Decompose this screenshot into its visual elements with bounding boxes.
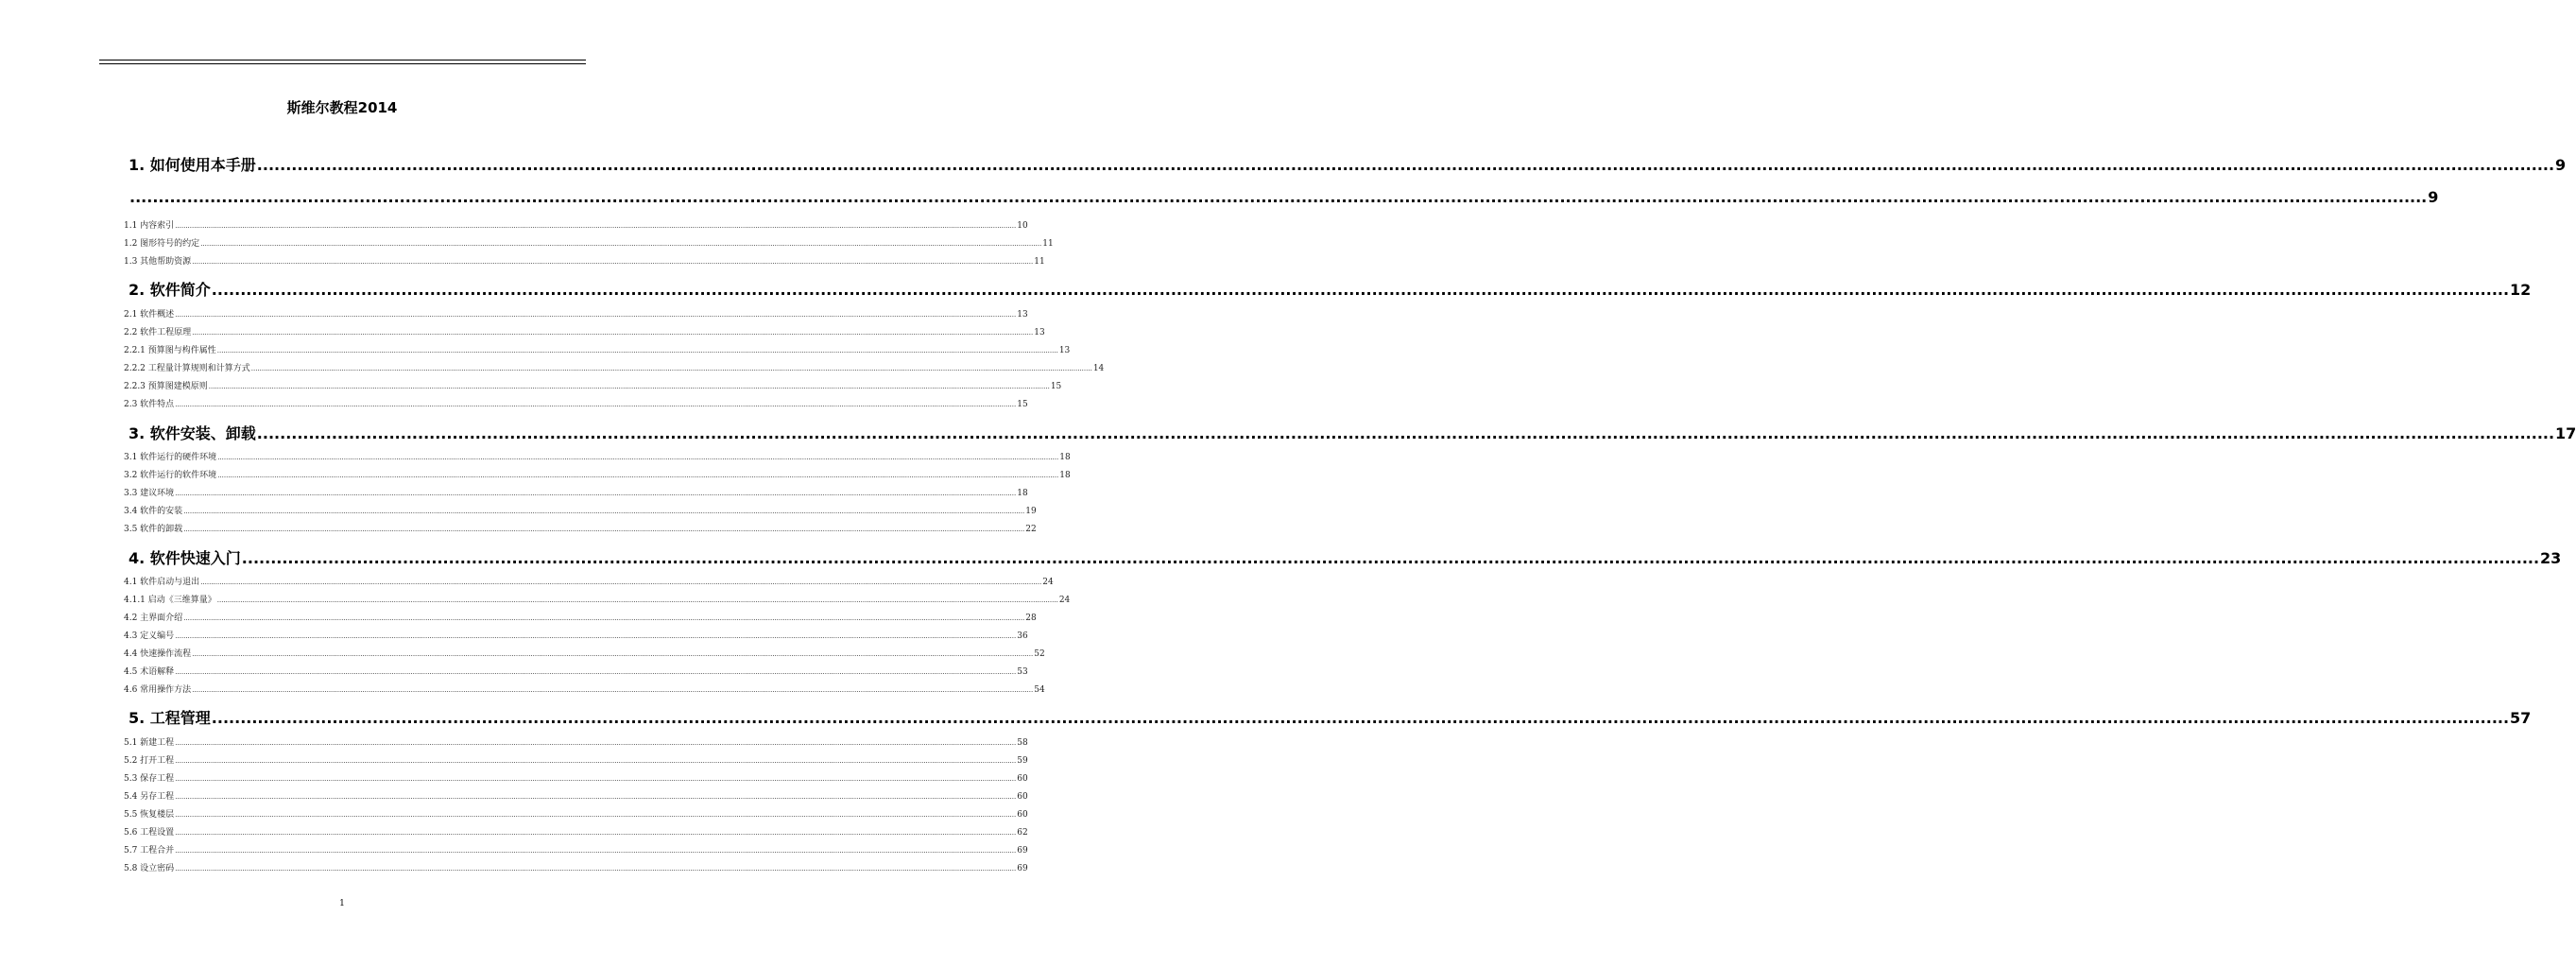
toc-dot-leader: ................................................................................................................................................................................................................................................................................................................................................................................................................ <box>183 508 1025 515</box>
toc-entry-page: 15 <box>1017 400 1028 409</box>
toc-chapter-entry[interactable] <box>124 546 2562 567</box>
toc-entry-label: 3. 软件安装、卸载 <box>129 424 256 442</box>
toc-dot-leader: ................................................................................................................................................................................................................................................................................................................................................................................................................ <box>217 454 1059 461</box>
toc-entry-page: 28 <box>1025 614 1037 623</box>
toc-entry-label: 4.6 常用操作方法 <box>124 685 192 695</box>
toc-entry-page: 13 <box>1017 310 1028 320</box>
toc-section-entry[interactable] <box>124 825 1028 838</box>
toc-entry-page: 14 <box>1092 364 1105 373</box>
toc-section-entry[interactable] <box>124 593 1071 605</box>
toc-entry-page: 24 <box>1058 596 1071 605</box>
toc-entry-page: 11 <box>1034 257 1045 267</box>
toc-entry-label: 4.4 快速操作流程 <box>124 649 192 659</box>
toc-section-entry[interactable] <box>124 611 1037 623</box>
toc-entry-page: 13 <box>1058 346 1071 355</box>
toc-dot-leader: ................................................................................................................................................................................................................................................................................................................................................................................................................ <box>217 472 1059 479</box>
document-title: 斯维尔教程2014 <box>286 99 398 116</box>
toc-entry-label: 5. 工程管理 <box>129 709 211 727</box>
toc-dot-leader: ................................................................................................................................................................................................................................................................................................................................................................................................................ <box>256 156 2555 174</box>
toc-dot-leader: ................................................................................................................................................................................................................................................................................................................................................................................................................ <box>192 650 1034 658</box>
toc-entry-label: 2.2.2 工程量计算规则和计算方式 <box>124 364 250 373</box>
toc-entry-label: 3.2 软件运行的软件环境 <box>124 471 217 480</box>
toc-section-entry[interactable] <box>124 843 1028 856</box>
header-rule-bottom <box>99 63 586 64</box>
toc-section-entry[interactable] <box>124 683 1045 695</box>
toc-dot-leader: ................................................................................................................................................................................................................................................................................................................................................................................................................ <box>241 549 2540 567</box>
toc-section-entry[interactable] <box>124 325 1045 337</box>
toc-entry-label: 1. 如何使用本手册 <box>129 156 256 174</box>
toc-section-entry[interactable] <box>124 254 1045 267</box>
toc-entry-label: 1.1 内容索引 <box>124 221 175 231</box>
toc-entry-label: 2.3 软件特点 <box>124 400 175 409</box>
toc-entry-label: 1.2 图形符号的约定 <box>124 239 200 249</box>
toc-entry-page: 23 <box>2540 549 2562 567</box>
toc-section-entry[interactable] <box>124 629 1028 641</box>
toc-section-entry[interactable] <box>124 361 1105 373</box>
page-number: 1 <box>339 899 345 908</box>
toc-entry-page: 9 <box>2428 188 2439 206</box>
toc-dot-leader: ................................................................................................................................................................................................................................................................................................................................................................................................................ <box>175 311 1017 319</box>
toc-entry-page: 12 <box>2510 281 2532 299</box>
toc-section-entry[interactable] <box>124 861 1028 873</box>
toc-section-entry[interactable] <box>124 575 1054 587</box>
toc-section-entry[interactable] <box>124 735 1028 748</box>
toc-entry-label: 5.5 恢复楼层 <box>124 810 175 820</box>
toc-dot-leader: ................................................................................................................................................................................................................................................................................................................................................................................................................ <box>175 757 1017 765</box>
toc-entry-page: 13 <box>1034 328 1045 337</box>
toc-dot-leader: ................................................................................................................................................................................................................................................................................................................................................................................................................ <box>175 847 1017 855</box>
toc-chapter-entry[interactable] <box>124 153 2567 174</box>
toc-dot-leader: ................................................................................................................................................................................................................................................................................................................................................................................................................ <box>175 632 1017 640</box>
toc-chapter-entry[interactable] <box>124 706 2532 727</box>
toc-entry-page: 59 <box>1017 756 1028 766</box>
toc-entry-page: 58 <box>1017 738 1028 748</box>
toc-entry-page: 11 <box>1042 239 1054 249</box>
toc-entry-label: 5.2 打开工程 <box>124 756 175 766</box>
toc-entry-label: 3.3 建议环境 <box>124 489 175 498</box>
toc-dot-leader: ................................................................................................................................................................................................................................................................................................................................................................................................................ <box>175 401 1017 408</box>
toc-dot-leader: ................................................................................................................................................................................................................................................................................................................................................................................................................ <box>175 811 1017 819</box>
toc-dot-leader: ................................................................................................................................................................................................................................................................................................................................................................................................................ <box>129 188 2428 206</box>
toc-section-entry[interactable] <box>124 647 1045 659</box>
toc-entry-page: 18 <box>1059 471 1071 480</box>
toc-entry-page: 10 <box>1017 221 1028 231</box>
toc-section-entry[interactable] <box>124 522 1037 534</box>
toc-dot-leader: ................................................................................................................................................................................................................................................................................................................................................................................................................ <box>175 668 1017 676</box>
toc-section-entry[interactable] <box>124 236 1054 249</box>
toc-entry-label: 3.1 软件运行的硬件环境 <box>124 453 217 462</box>
toc-entry-label: 2.2.3 预算图建模原则 <box>124 382 208 391</box>
toc-entry-page: 15 <box>1050 382 1062 391</box>
toc-section-entry[interactable] <box>124 486 1028 498</box>
toc-section-entry[interactable] <box>124 665 1028 677</box>
toc-entry-label: 2.2.1 预算图与构件属性 <box>124 346 216 355</box>
toc-dot-leader: ................................................................................................................................................................................................................................................................................................................................................................................................................ <box>200 579 1042 586</box>
toc-entry-page: 24 <box>1042 578 1054 587</box>
toc-entry-label: 3.5 软件的卸载 <box>124 525 183 534</box>
toc-dot-leader: ................................................................................................................................................................................................................................................................................................................................................................................................................ <box>211 281 2510 299</box>
toc-entry-page: 60 <box>1017 792 1028 802</box>
toc-section-entry[interactable] <box>124 218 1028 231</box>
toc-dot-leader: ................................................................................................................................................................................................................................................................................................................................................................................................................ <box>175 829 1017 837</box>
toc-dot-leader: ................................................................................................................................................................................................................................................................................................................................................................................................................ <box>175 865 1017 873</box>
toc-entry-label: 5.6 工程设置 <box>124 828 175 838</box>
toc-entry-label: 5.3 保存工程 <box>124 774 175 784</box>
toc-dot-leader: ................................................................................................................................................................................................................................................................................................................................................................................................................ <box>192 686 1034 694</box>
toc-entry-page: 18 <box>1059 453 1071 462</box>
toc-entry-label: 1.3 其他帮助资源 <box>124 257 192 267</box>
toc-entry-label: 2.2 软件工程原理 <box>124 328 192 337</box>
toc-entry-page: 69 <box>1017 846 1028 856</box>
toc-dot-leader: ................................................................................................................................................................................................................................................................................................................................................................................................................ <box>192 258 1034 266</box>
toc-entry-page: 60 <box>1017 810 1028 820</box>
toc-section-entry[interactable] <box>124 789 1028 802</box>
toc-dot-leader: ................................................................................................................................................................................................................................................................................................................................................................................................................ <box>183 526 1025 533</box>
toc-entry-label: 4.1 软件启动与退出 <box>124 578 200 587</box>
toc-entry-page: 52 <box>1034 649 1045 659</box>
toc-section-entry[interactable] <box>124 771 1028 784</box>
toc-dot-leader: ................................................................................................................................................................................................................................................................................................................................................................................................................ <box>175 739 1017 747</box>
toc-section-entry[interactable] <box>124 504 1037 516</box>
toc-entry-label: 4.1.1 启动《三维算量》 <box>124 596 216 605</box>
toc-entry-page: 53 <box>1017 667 1028 677</box>
toc-entry-page: 54 <box>1034 685 1045 695</box>
toc-entry-page: 19 <box>1025 507 1037 516</box>
toc-dot-leader: ................................................................................................................................................................................................................................................................................................................................................................................................................ <box>250 365 1092 372</box>
toc-dot-leader: ................................................................................................................................................................................................................................................................................................................................................................................................................ <box>175 775 1017 783</box>
toc-entry-label: 5.7 工程合并 <box>124 846 175 856</box>
toc-entry-page: 62 <box>1017 828 1028 838</box>
toc-entry-label: 5.8 设立密码 <box>124 864 175 873</box>
toc-entry-label: 4.5 术语解释 <box>124 667 175 677</box>
toc-chapter-entry[interactable] <box>124 422 2576 442</box>
toc-section-entry[interactable] <box>124 343 1071 355</box>
toc-dot-leader: ................................................................................................................................................................................................................................................................................................................................................................................................................ <box>216 347 1058 354</box>
toc-entry-label: 4.2 主界面介绍 <box>124 614 183 623</box>
toc-dot-leader: ................................................................................................................................................................................................................................................................................................................................................................................................................ <box>175 222 1017 230</box>
toc-entry-label: 3.4 软件的安装 <box>124 507 183 516</box>
toc-entry-label: 5.4 另存工程 <box>124 792 175 802</box>
toc-section-entry[interactable] <box>124 450 1071 462</box>
toc-entry-page: 36 <box>1017 631 1028 641</box>
toc-entry-page: 22 <box>1025 525 1037 534</box>
toc-dot-leader: ................................................................................................................................................................................................................................................................................................................................................................................................................ <box>211 709 2510 727</box>
toc-entry-page: 57 <box>2510 709 2532 727</box>
toc-entry-page: 18 <box>1017 489 1028 498</box>
toc-section-entry[interactable] <box>124 753 1028 766</box>
toc-entry-label: 2. 软件简介 <box>129 281 211 299</box>
toc-section-entry[interactable] <box>124 468 1071 480</box>
toc-entry-page: 69 <box>1017 864 1028 873</box>
toc-entry-page: 17 <box>2555 424 2576 442</box>
toc-entry-page: 60 <box>1017 774 1028 784</box>
toc-dot-leader: ................................................................................................................................................................................................................................................................................................................................................................................................................ <box>192 329 1034 337</box>
toc-entry-label: 4. 软件快速入门 <box>129 549 241 567</box>
toc-entry-page: 9 <box>2555 156 2567 174</box>
toc-section-entry[interactable] <box>124 807 1028 820</box>
toc-entry-label: 5.1 新建工程 <box>124 738 175 748</box>
toc-section-entry[interactable] <box>124 307 1028 320</box>
toc-dot-leader: ................................................................................................................................................................................................................................................................................................................................................................................................................ <box>175 793 1017 801</box>
toc-section-entry[interactable] <box>124 397 1028 409</box>
toc-dot-leader: ................................................................................................................................................................................................................................................................................................................................................................................................................ <box>183 614 1025 622</box>
toc-dot-leader: ................................................................................................................................................................................................................................................................................................................................................................................................................ <box>256 424 2555 442</box>
toc-dot-leader: ................................................................................................................................................................................................................................................................................................................................................................................................................ <box>208 383 1050 390</box>
toc-entry-label: 2.1 软件概述 <box>124 310 175 320</box>
toc-dot-leader: ................................................................................................................................................................................................................................................................................................................................................................................................................ <box>175 490 1017 497</box>
toc-chapter-entry[interactable] <box>124 188 2439 207</box>
toc-dot-leader: ................................................................................................................................................................................................................................................................................................................................................................................................................ <box>200 240 1042 248</box>
toc-chapter-entry[interactable] <box>124 278 2532 299</box>
toc-section-entry[interactable] <box>124 379 1062 391</box>
toc-entry-label: 4.3 定义编号 <box>124 631 175 641</box>
toc-dot-leader: ................................................................................................................................................................................................................................................................................................................................................................................................................ <box>216 596 1058 604</box>
